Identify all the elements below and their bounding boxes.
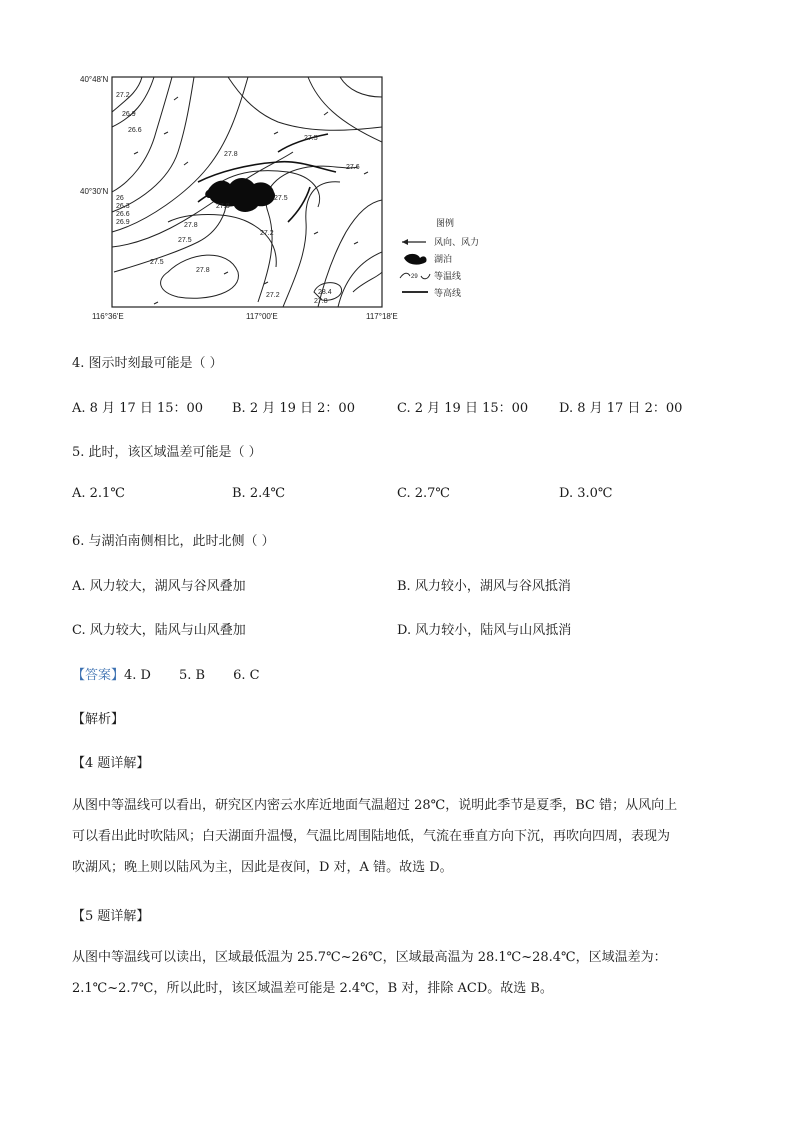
option-c[interactable]: C. 风力较大，陆风与山风叠加 [72,623,246,638]
isotherm-label: 27.5 [178,237,192,244]
lon-label: 117°18'E [366,312,398,321]
detail-heading: 【4 题详解】 [72,756,150,771]
option-d[interactable]: D. 8 月 17 日 2：00 [559,401,683,416]
legend [400,217,479,298]
question-stem: 5. 此时，该区域温差可能是（ ） [72,445,262,460]
isotherm-label: 27.2 [266,292,280,299]
option-b[interactable]: B. 风力较小，湖风与谷风抵消 [397,579,571,594]
isotherm-label: 27.8 [184,222,198,229]
isotherm-label: 27.5 [274,195,288,202]
lon-label: 117°00'E [246,312,278,321]
option-a[interactable]: A. 8 月 17 日 15：00 [72,401,204,416]
legend-title: 图例 [436,218,455,228]
detail-paragraph [72,942,722,1004]
detail-line: 吹湖风；晚上则以陆风为主，因此是夜间，D 对，A 错。故选 D。 [72,860,453,875]
isotherm-map-figure [78,72,518,324]
answer-item: 6. C [233,668,260,683]
option-c[interactable]: C. 2 月 19 日 15：00 [397,401,529,416]
legend-item: 风向、风力 [434,237,480,247]
legend-isotherm-icon [400,273,430,280]
answer-line [72,664,288,683]
lon-label: 116°36'E [92,312,124,321]
detail-line: 从图中等温线可以读出，区域最低温为 25.7℃~26℃，区域最高温为 28.1℃~28.4℃，区域温差为： [72,950,667,965]
isotherm-label: 27.2 [260,230,274,237]
lat-label: 40°30'N [80,187,109,196]
isotherm-label: 26.9 [116,219,130,226]
isotherm-label: 27.8 [314,298,328,305]
option-c[interactable]: C. 2.7℃ [397,486,450,501]
question-stem: 6. 与湖泊南侧相比，此时北侧（ ） [72,534,275,549]
answer-tag: 【答案】 [72,668,125,683]
legend-lake-icon [404,254,427,265]
detail-line: 从图中等温线可以看出，研究区内密云水库近地面气温超过 28℃，说明此季节是夏季，BC 错；从风向上 [72,798,678,813]
option-a[interactable]: A. 风力较大，湖风与谷风叠加 [72,579,246,594]
answer-item: 4. D [124,668,151,683]
isotherm-label: 26 [116,195,124,202]
detail-heading: 【5 题详解】 [72,909,150,924]
legend-wind-icon [402,239,426,245]
isotherm-label: 27.8 [216,203,230,210]
option-d[interactable]: D. 风力较小，陆风与山风抵消 [397,623,572,638]
detail-line: 2.1℃~2.7℃，所以此时，该区域温差可能是 2.4℃，B 对，排除 ACD。故选 B。 [72,981,553,996]
legend-item: 等高线 [434,288,462,298]
isotherm-label: 27.5 [150,259,164,266]
legend-item: 等温线 [434,271,462,281]
isotherm-label: 27.5 [304,135,318,142]
lat-label: 40°48'N [80,75,109,84]
answer-item: 5. B [178,668,206,683]
isotherm-label: 26.9 [122,111,136,118]
isotherm-label: 27.6 [346,164,360,171]
option-d[interactable]: D. 3.0℃ [559,486,613,501]
detail-line: 可以看出此时吹陆风；白天湖面升温慢，气温比周围陆地低，气流在垂直方向下沉，再吹向四周，表现为 [72,829,671,844]
svg-text:29: 29 [411,274,418,280]
isotherm-label: 26.6 [116,211,130,218]
isotherm-label: 28.4 [318,289,332,296]
detail-paragraph [72,790,722,883]
isotherm-label: 27.2 [116,92,130,99]
option-a[interactable]: A. 2.1℃ [72,486,125,501]
isotherm-map [78,72,518,324]
isotherm-label: 27.8 [196,267,210,274]
isotherm-label: 26.3 [116,203,130,210]
isotherm-label: 26.6 [128,127,142,134]
isotherm-label: 27.8 [224,151,238,158]
option-b[interactable]: B. 2 月 19 日 2：00 [232,401,355,416]
option-b[interactable]: B. 2.4℃ [232,486,286,501]
question-stem: 4. 图示时刻最可能是（ ） [72,356,223,371]
legend-item: 湖泊 [434,254,453,264]
analysis-heading: 【解析】 [72,712,125,727]
